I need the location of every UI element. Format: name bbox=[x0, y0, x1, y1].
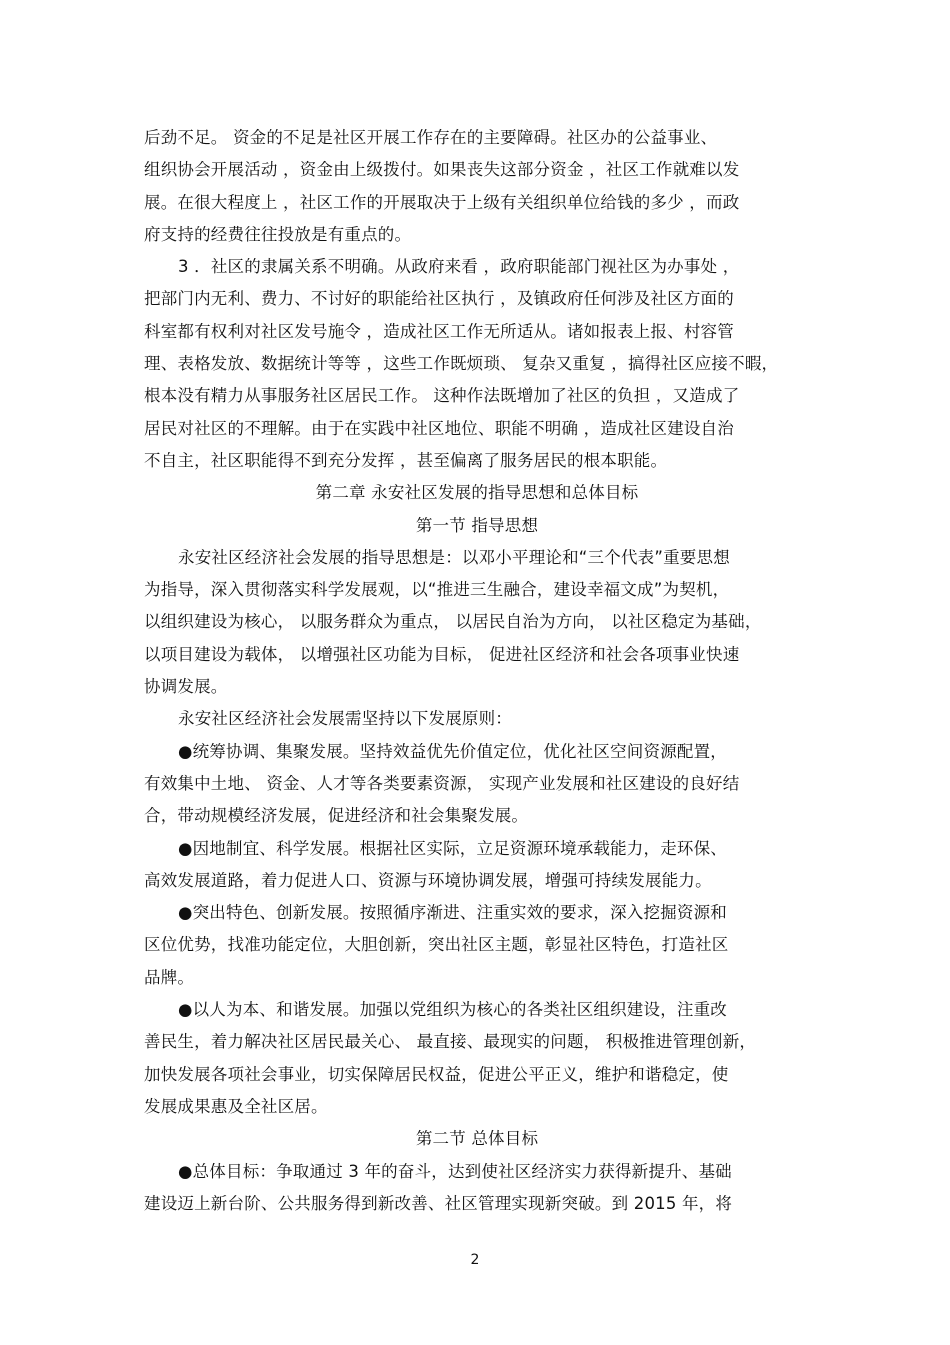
text-line: 发展成果惠及全社区居。 bbox=[144, 1096, 328, 1116]
text-line: 府支持的经费往往投放是有重点的。 bbox=[144, 224, 412, 244]
text-line: 永安社区经济社会发展需坚持以下发展原则： bbox=[178, 709, 512, 729]
text-line: 科室都有权利对社区发号施令 ，造成社区工作无所适从。诸如报表上报、村容管 bbox=[144, 321, 734, 341]
section-heading: 第二节 总体目标 bbox=[415, 1129, 539, 1149]
text-line: 不自主，社区职能得不到充分发挥 ，甚至偏离了服务居民的根本职能。 bbox=[144, 450, 668, 470]
text-line: 展。在很大程度上 ，社区工作的开展取决于上级有关组织单位给钱的多少 ，而政 bbox=[144, 192, 740, 212]
text-line: 品牌。 bbox=[144, 967, 195, 987]
text-line: 有效集中土地、 资金、人才等各类要素资源， 实现产业发展和社区建设的良好结 bbox=[144, 773, 740, 793]
text-line: 善民生，着力解决社区居民最关心、 最直接、最现实的问题， 积极推进管理创新， bbox=[144, 1032, 757, 1052]
text-line: 协调发展。 bbox=[144, 677, 228, 697]
text-line: 加快发展各项社会事业，切实保障居民权益，促进公平正义，维护和谐稳定，使 bbox=[144, 1064, 729, 1084]
text-line: 高效发展道路，着力促进人口、资源与环境协调发展，增强可持续发展能力。 bbox=[144, 870, 712, 890]
section-heading: 第二章 永安社区发展的指导思想和总体目标 bbox=[315, 483, 639, 503]
text-line: 根本没有精力从事服务社区居民工作。 这种作法既增加了社区的负担 ，又造成了 bbox=[144, 386, 740, 406]
section-heading: 第一节 指导思想 bbox=[415, 515, 539, 535]
text-line: ●以人为本、和谐发展。加强以党组织为核心的各类社区组织建设，注重改 bbox=[178, 1000, 727, 1020]
text-line: 永安社区经济社会发展的指导思想是：以邓小平理论和“三个代表”重要思想 bbox=[178, 547, 730, 567]
page-number: 2 bbox=[470, 1252, 480, 1268]
text-line: ●突出特色、创新发展。按照循序渐进、注重实效的要求，深入挖掘资源和 bbox=[178, 903, 727, 923]
text-line: 后劲不足。 资金的不足是社区开展工作存在的主要障碍。社区办的公益事业、 bbox=[144, 128, 718, 147]
text-line: ●总体目标：争取通过 3 年的奋斗，达到使社区经济实力获得新提升、基础 bbox=[178, 1161, 732, 1181]
text-line: 以组织建设为核心， 以服务群众为重点， 以居民自治为方向， 以社区稳定为基础， bbox=[144, 612, 762, 632]
document-body bbox=[144, 122, 810, 1220]
text-line: 合，带动规模经济发展，促进经济和社会集聚发展。 bbox=[144, 806, 529, 826]
text-line: 居民对社区的不理解。由于在实践中社区地位、职能不明确 ，造成社区建设自治 bbox=[144, 418, 734, 438]
text-line: 以项目建设为载体， 以增强社区功能为目标， 促进社区经济和社会各项事业快速 bbox=[144, 644, 740, 664]
text-line: ●因地制宜、科学发展。根据社区实际，立足资源环境承载能力，走环保、 bbox=[178, 838, 727, 858]
text-line: ●统筹协调、集聚发展。坚持效益优先价值定位，优化社区空间资源配置， bbox=[178, 741, 727, 761]
text-line: 建设迈上新台阶、公共服务得到新改善、社区管理实现新突破。到 2015 年，将 bbox=[144, 1193, 733, 1213]
text-line: 为指导，深入贯彻落实科学发展观，以“推进三生融合，建设幸福文成”为契机， bbox=[144, 580, 730, 600]
text-line: 3 ．社区的隶属关系不明确。从政府来看 ，政府职能部门视社区为办事处 ， bbox=[178, 257, 740, 277]
text-line: 区位优势，找准功能定位，大胆创新，突出社区主题，彰显社区特色，打造社区 bbox=[144, 935, 729, 955]
text-line: 组织协会开展活动 ，资金由上级拨付。如果丧失这部分资金 ，社区工作就难以发 bbox=[144, 160, 740, 180]
text-line: 理、表格发放、数据统计等等 ，这些工作既烦琐、 复杂又重复 ，搞得社区应接不暇， bbox=[144, 354, 779, 374]
text-line: 把部门内无利、费力、不讨好的职能给社区执行 ，及镇政府任何涉及社区方面的 bbox=[144, 289, 734, 309]
